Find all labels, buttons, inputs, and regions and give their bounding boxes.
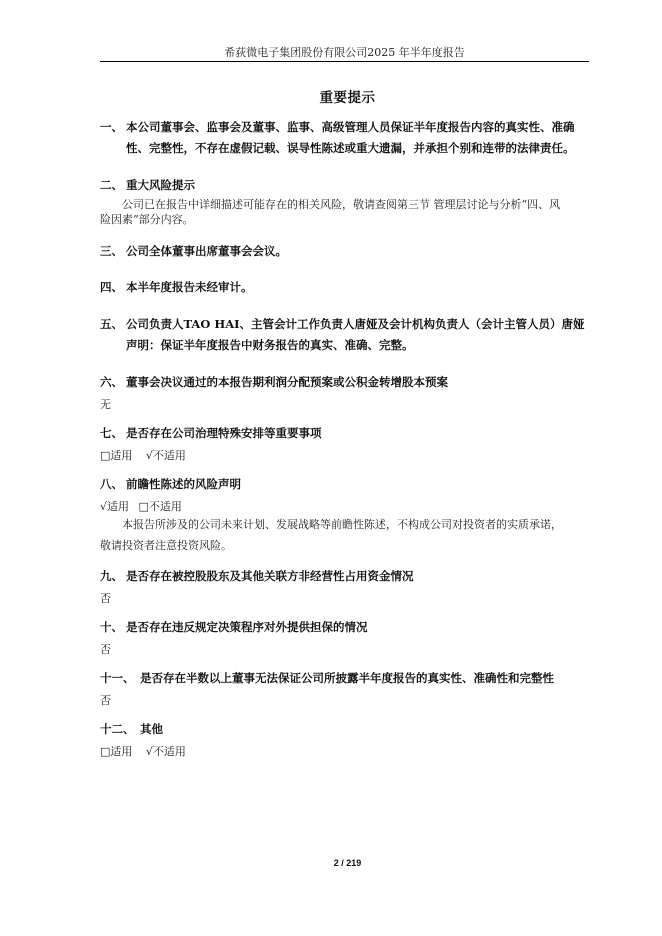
page-header: 希荻微电子集团股份有限公司2025 年半年度报告	[224, 46, 465, 59]
section-title: 公司全体董事出席董事会会议。	[126, 244, 287, 258]
section-title: 是否存在被控股股东及其他关联方非经营性占用资金情况	[126, 569, 414, 583]
section-8-body-line1: 本报告所涉及的公司未来计划、发展战略等前瞻性陈述，不构成公司对投资者的实质承诺，	[122, 518, 562, 531]
option-apply-label: 适用	[107, 500, 130, 513]
section-8-body-line2: 敬请投资者注意投资风险。	[100, 539, 232, 552]
section-text: 公司负责人TAO HAI、主管会计工作负责人唐娅及会计机构负责人（会计主管人员）唐娅	[126, 317, 585, 331]
checkbox-empty-icon: □	[100, 449, 111, 462]
option-apply-label: 适用	[110, 449, 133, 462]
section-number: 四、	[100, 280, 123, 294]
option-not-apply-label: 不适用	[148, 500, 182, 513]
section-7-options	[100, 447, 186, 463]
section-title: 其他	[140, 722, 163, 736]
section-5	[100, 316, 585, 332]
section-2	[100, 177, 195, 193]
header-rule	[100, 61, 589, 62]
section-number: 十二、	[100, 722, 135, 736]
section-number: 一、	[100, 120, 123, 134]
section-number: 九、	[100, 569, 123, 583]
page-title: 重要提示	[319, 90, 376, 106]
section-10-answer: 否	[100, 643, 111, 656]
section-7	[100, 425, 322, 441]
section-6	[100, 374, 448, 390]
checkmark-icon: √	[145, 745, 153, 758]
section-11	[100, 670, 554, 686]
section-title: 本半年度报告未经审计。	[126, 280, 253, 294]
section-text: 本公司董事会、监事会及董事、监事、高级管理人员保证半年度报告内容的真实性、准确	[126, 120, 575, 134]
section-9-answer: 否	[100, 592, 111, 605]
checkbox-empty-icon: □	[100, 745, 111, 758]
checkmark-icon: √	[145, 449, 153, 462]
section-12-options	[100, 743, 186, 759]
section-title: 是否存在半数以上董事无法保证公司所披露半年度报告的真实性、准确性和完整性	[140, 671, 554, 685]
section-9	[100, 568, 414, 584]
section-10	[100, 619, 368, 635]
section-8	[100, 476, 241, 492]
section-number: 六、	[100, 375, 123, 389]
section-2-body-line1: 公司已在报告中详细描述可能存在的相关风险，敬请查阅第三节 管理层讨论与分析“四、风	[122, 198, 561, 211]
section-title: 董事会决议通过的本报告期利润分配预案或公积金转增股本预案	[126, 375, 448, 389]
section-8-options	[100, 498, 182, 514]
section-number: 十一、	[100, 671, 135, 685]
section-5-cont: 声明：保证半年度报告中财务报告的真实、准确、完整。	[126, 338, 414, 352]
option-apply-label: 适用	[110, 745, 133, 758]
section-1	[100, 119, 575, 135]
page-number: 2 / 219	[333, 858, 362, 868]
section-number: 八、	[100, 477, 123, 491]
section-title: 前瞻性陈述的风险声明	[126, 477, 241, 491]
option-not-apply-label: 不适用	[152, 745, 186, 758]
section-title: 重大风险提示	[126, 178, 195, 192]
section-1-cont: 性、完整性，不存在虚假记载、误导性陈述或重大遗漏，并承担个别和连带的法律责任。	[126, 141, 575, 155]
section-number: 三、	[100, 244, 123, 258]
section-3	[100, 243, 287, 259]
checkbox-empty-icon: □	[138, 500, 149, 513]
section-12	[100, 721, 163, 737]
section-number: 五、	[100, 317, 123, 331]
checkmark-icon: √	[100, 500, 108, 513]
section-11-answer: 否	[100, 694, 111, 707]
option-not-apply-label: 不适用	[152, 449, 186, 462]
section-title: 是否存在公司治理特殊安排等重要事项	[126, 426, 322, 440]
section-6-answer: 无	[100, 398, 111, 411]
section-number: 七、	[100, 426, 123, 440]
section-number: 二、	[100, 178, 123, 192]
section-4	[100, 279, 253, 295]
section-title: 是否存在违反规定决策程序对外提供担保的情况	[126, 620, 368, 634]
section-2-body-line2: 险因素”部分内容。	[100, 213, 194, 226]
section-number: 十、	[100, 620, 123, 634]
